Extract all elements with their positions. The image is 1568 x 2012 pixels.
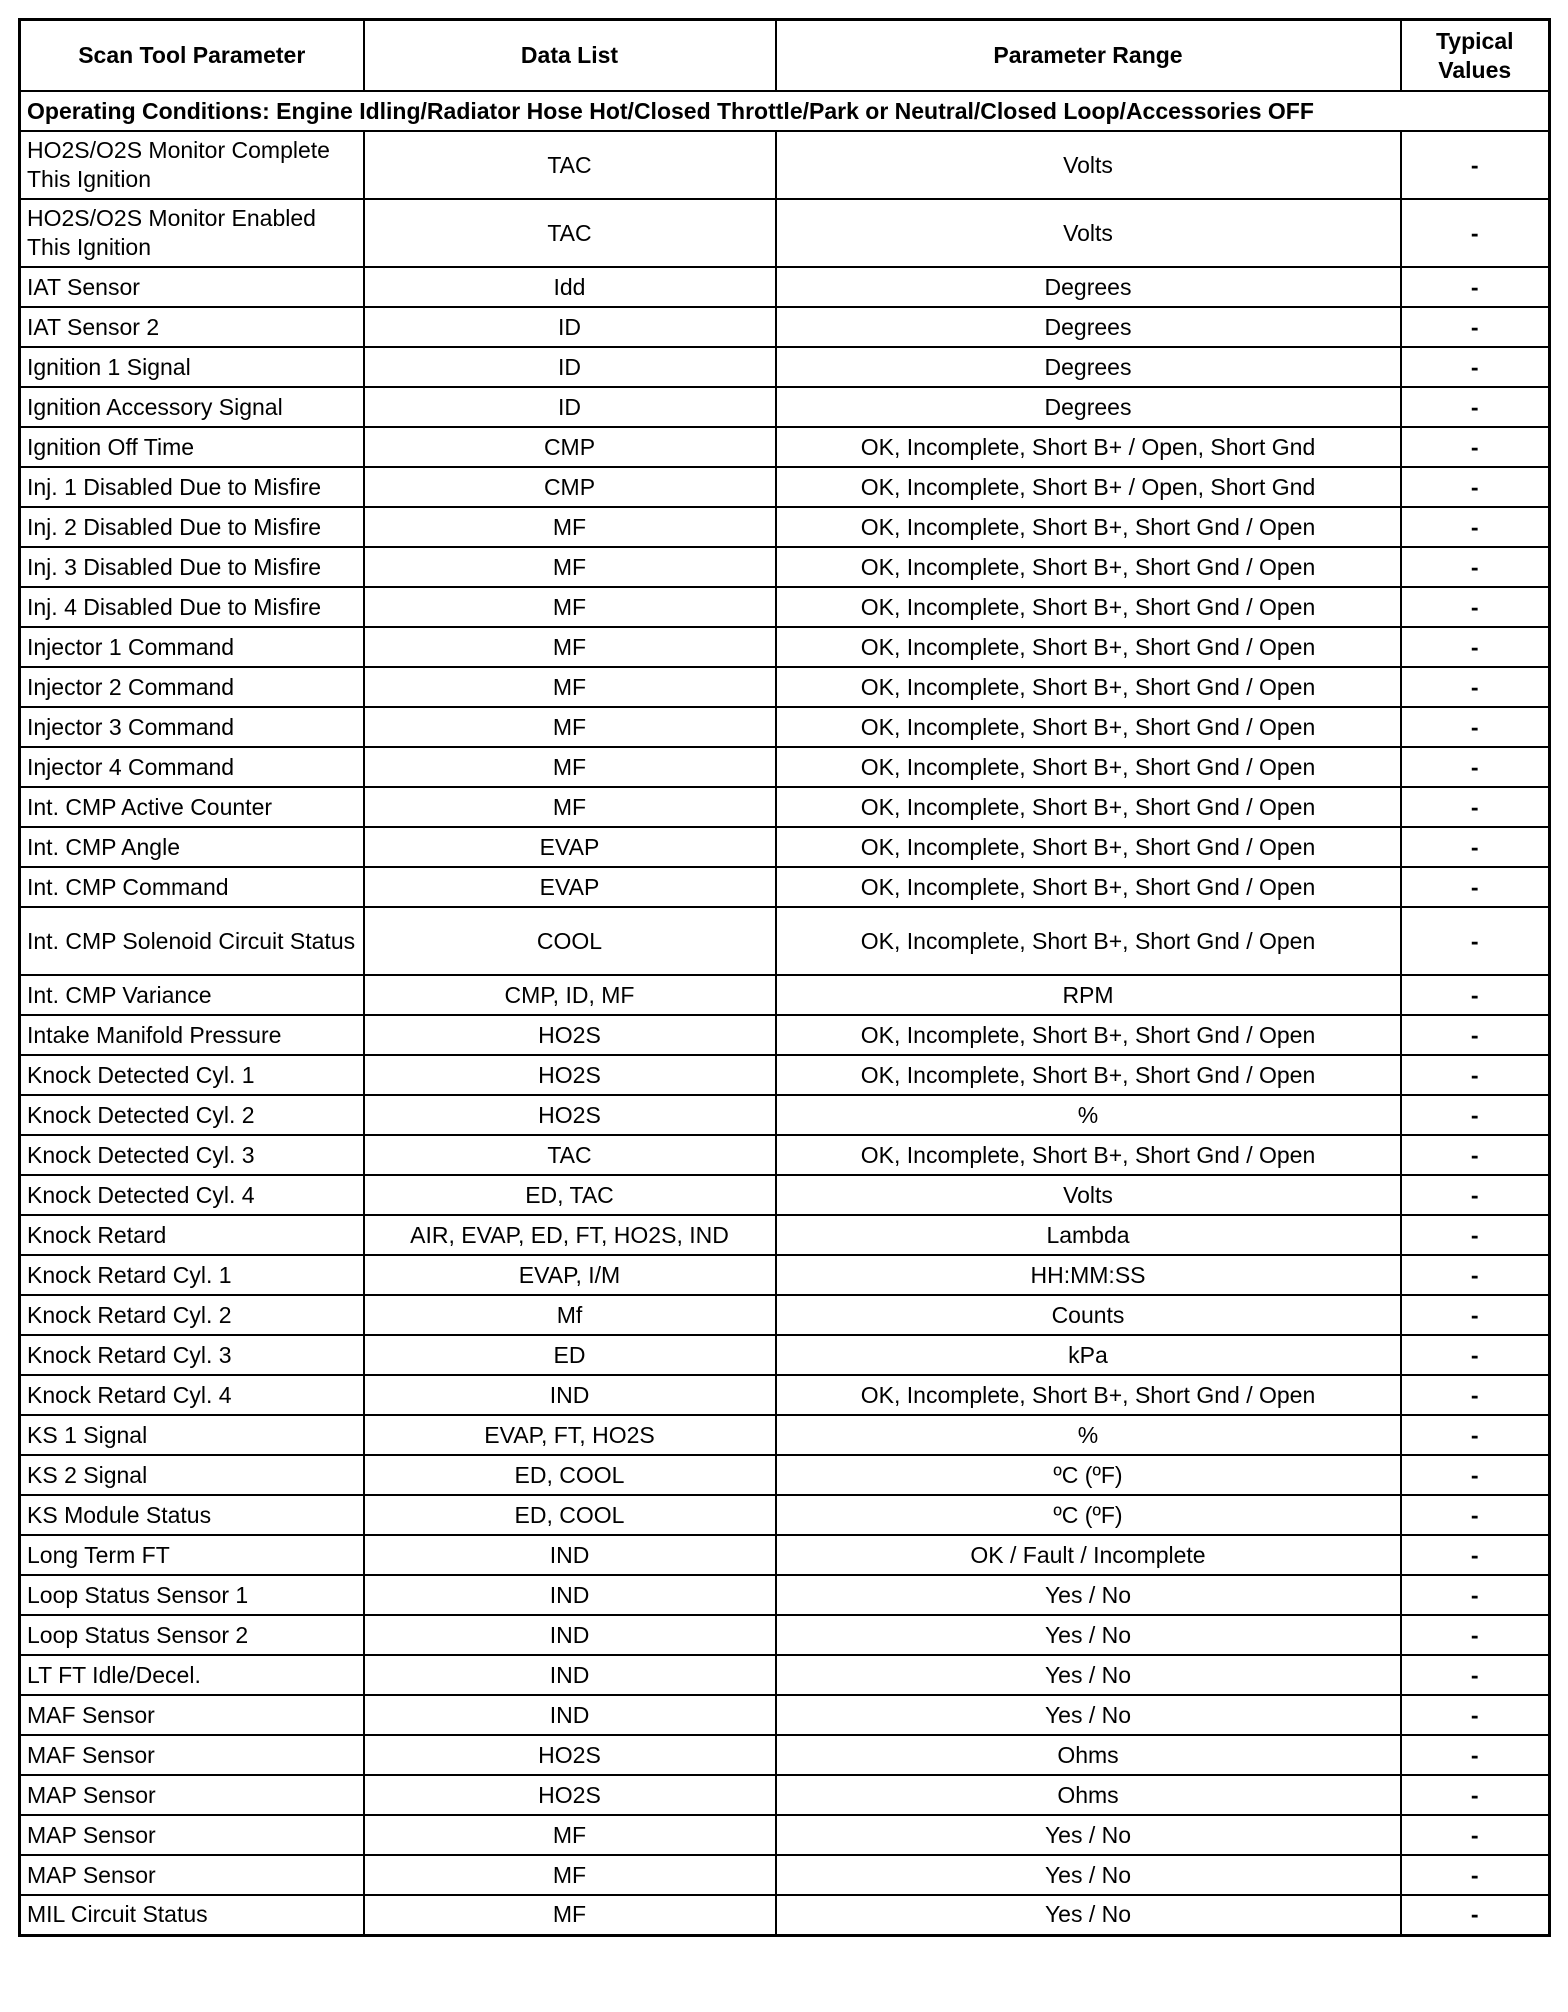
parameter-cell: KS 1 Signal [20,1415,364,1455]
data-list-cell: CMP [364,427,776,467]
table-row [20,1295,1550,1335]
table-row [20,1895,1550,1935]
typical-value-cell: - [1401,975,1550,1015]
table-row [20,199,1550,267]
typical-value-cell: - [1401,267,1550,307]
data-list-cell: ID [364,307,776,347]
data-list-cell: IND [364,1695,776,1735]
typical-value-cell: - [1401,1575,1550,1615]
typical-value-cell: - [1401,1815,1550,1855]
typical-value-cell: - [1401,1335,1550,1375]
parameter-range-cell: Ohms [776,1735,1401,1775]
parameter-range-cell: Yes / No [776,1855,1401,1895]
typical-value-cell: - [1401,787,1550,827]
parameter-range-cell: OK / Fault / Incomplete [776,1535,1401,1575]
parameter-cell: Knock Detected Cyl. 2 [20,1095,364,1135]
table-row [20,267,1550,307]
table-row [20,1415,1550,1455]
table-row [20,387,1550,427]
typical-value-cell: - [1401,1055,1550,1095]
table-row [20,1255,1550,1295]
typical-value-cell: - [1401,199,1550,267]
typical-value-cell: - [1401,827,1550,867]
parameter-cell: Knock Detected Cyl. 1 [20,1055,364,1095]
table-row [20,1495,1550,1535]
data-list-cell: HO2S [364,1055,776,1095]
data-list-cell: TAC [364,199,776,267]
data-list-cell: MF [364,627,776,667]
parameter-cell: HO2S/O2S Monitor Enabled This Ignition [20,199,364,267]
data-list-cell: HO2S [364,1735,776,1775]
parameter-range-cell: ºC (ºF) [776,1495,1401,1535]
typical-value-cell: - [1401,1415,1550,1455]
table-row [20,1855,1550,1895]
parameter-cell: Inj. 2 Disabled Due to Misfire [20,507,364,547]
parameter-range-cell: OK, Incomplete, Short B+, Short Gnd / Open [776,627,1401,667]
parameter-cell: Inj. 3 Disabled Due to Misfire [20,547,364,587]
parameter-cell: Injector 4 Command [20,747,364,787]
parameter-cell: Int. CMP Active Counter [20,787,364,827]
table-row [20,1575,1550,1615]
parameter-range-cell: Counts [776,1295,1401,1335]
typical-value-cell: - [1401,1895,1550,1935]
parameter-range-cell: RPM [776,975,1401,1015]
parameter-range-cell: Volts [776,199,1401,267]
data-list-cell: HO2S [364,1775,776,1815]
typical-value-cell: - [1401,1615,1550,1655]
data-list-cell: COOL [364,907,776,975]
parameter-range-cell: ºC (ºF) [776,1455,1401,1495]
parameter-range-cell: OK, Incomplete, Short B+, Short Gnd / Open [776,707,1401,747]
typical-value-cell: - [1401,467,1550,507]
data-list-cell: AIR, EVAP, ED, FT, HO2S, IND [364,1215,776,1255]
parameter-range-cell: Degrees [776,387,1401,427]
parameter-range-cell: OK, Incomplete, Short B+, Short Gnd / Open [776,907,1401,975]
parameter-cell: Ignition 1 Signal [20,347,364,387]
data-list-cell: MF [364,1855,776,1895]
table-row [20,707,1550,747]
typical-value-cell: - [1401,1495,1550,1535]
data-list-cell: EVAP, FT, HO2S [364,1415,776,1455]
header-typical-values: Typical Values [1401,20,1550,92]
data-list-cell: HO2S [364,1095,776,1135]
parameter-cell: Knock Retard Cyl. 4 [20,1375,364,1415]
table-row [20,1615,1550,1655]
parameter-cell: Knock Retard [20,1215,364,1255]
typical-value-cell: - [1401,1375,1550,1415]
table-row [20,627,1550,667]
parameter-cell: IAT Sensor [20,267,364,307]
data-list-cell: ED, COOL [364,1495,776,1535]
data-list-cell: EVAP, I/M [364,1255,776,1295]
parameter-range-cell: OK, Incomplete, Short B+, Short Gnd / Open [776,747,1401,787]
parameter-range-cell: Yes / No [776,1655,1401,1695]
parameter-range-cell: % [776,1415,1401,1455]
data-list-cell: ED, COOL [364,1455,776,1495]
parameter-range-cell: Degrees [776,307,1401,347]
table-row [20,347,1550,387]
parameter-cell: MAF Sensor [20,1735,364,1775]
data-list-cell: ID [364,387,776,427]
parameter-cell: Injector 3 Command [20,707,364,747]
parameter-range-cell: Yes / No [776,1895,1401,1935]
data-list-cell: IND [364,1575,776,1615]
typical-value-cell: - [1401,1735,1550,1775]
table-row [20,867,1550,907]
data-list-cell: CMP, ID, MF [364,975,776,1015]
parameter-range-cell: Degrees [776,347,1401,387]
data-list-cell: ED, TAC [364,1175,776,1215]
data-list-cell: HO2S [364,1015,776,1055]
table-row [20,1775,1550,1815]
operating-conditions: Operating Conditions: Engine Idling/Radiator Hose Hot/Closed Throttle/Park or Neutral/Closed Loop/Accessories OFF [20,91,1550,131]
table-row [20,467,1550,507]
parameter-range-cell: OK, Incomplete, Short B+, Short Gnd / Open [776,587,1401,627]
parameter-range-cell: Degrees [776,267,1401,307]
data-list-cell: IND [364,1535,776,1575]
data-list-cell: TAC [364,1135,776,1175]
parameter-cell: Int. CMP Command [20,867,364,907]
data-list-cell: Mf [364,1295,776,1335]
table-row [20,827,1550,867]
parameter-range-cell: OK, Incomplete, Short B+ / Open, Short Gnd [776,467,1401,507]
parameter-cell: MAF Sensor [20,1695,364,1735]
table-row [20,1655,1550,1695]
data-list-cell: ID [364,347,776,387]
table-row [20,975,1550,1015]
typical-value-cell: - [1401,1535,1550,1575]
parameter-range-cell: OK, Incomplete, Short B+, Short Gnd / Open [776,1375,1401,1415]
data-list-cell: IND [364,1375,776,1415]
data-list-cell: MF [364,747,776,787]
data-list-cell: IND [364,1655,776,1695]
table-row [20,131,1550,199]
data-list-cell: MF [364,507,776,547]
table-row [20,1375,1550,1415]
table-row [20,1015,1550,1055]
table-row [20,787,1550,827]
typical-value-cell: - [1401,747,1550,787]
typical-value-cell: - [1401,707,1550,747]
parameter-range-cell: Yes / No [776,1615,1401,1655]
parameter-range-cell: Yes / No [776,1695,1401,1735]
typical-value-cell: - [1401,1095,1550,1135]
parameter-cell: Knock Detected Cyl. 4 [20,1175,364,1215]
table-row [20,907,1550,975]
parameter-cell: Injector 1 Command [20,627,364,667]
parameter-cell: Knock Retard Cyl. 3 [20,1335,364,1375]
header-parameter-range: Parameter Range [776,20,1401,92]
table-row [20,1455,1550,1495]
typical-value-cell: - [1401,427,1550,467]
typical-value-cell: - [1401,1455,1550,1495]
parameter-cell: KS Module Status [20,1495,364,1535]
parameter-cell: Inj. 1 Disabled Due to Misfire [20,467,364,507]
table-row [20,1535,1550,1575]
parameter-cell: Knock Retard Cyl. 2 [20,1295,364,1335]
typical-value-cell: - [1401,907,1550,975]
parameter-range-cell: Volts [776,1175,1401,1215]
typical-value-cell: - [1401,867,1550,907]
typical-value-cell: - [1401,1855,1550,1895]
typical-value-cell: - [1401,1695,1550,1735]
typical-value-cell: - [1401,1135,1550,1175]
parameter-cell: IAT Sensor 2 [20,307,364,347]
parameter-range-cell: Lambda [776,1215,1401,1255]
data-list-cell: CMP [364,467,776,507]
table-row [20,587,1550,627]
parameter-cell: HO2S/O2S Monitor Complete This Ignition [20,131,364,199]
table-row [20,1215,1550,1255]
parameter-range-cell: Yes / No [776,1575,1401,1615]
typical-value-cell: - [1401,1775,1550,1815]
data-list-cell: EVAP [364,827,776,867]
parameter-range-cell: Volts [776,131,1401,199]
parameter-cell: Long Term FT [20,1535,364,1575]
typical-value-cell: - [1401,307,1550,347]
table-row [20,1695,1550,1735]
table-row [20,1175,1550,1215]
parameter-range-cell: OK, Incomplete, Short B+, Short Gnd / Open [776,547,1401,587]
data-list-cell: MF [364,707,776,747]
typical-value-cell: - [1401,1655,1550,1695]
parameter-range-cell: OK, Incomplete, Short B+, Short Gnd / Open [776,787,1401,827]
table-row [20,1095,1550,1135]
table-row [20,1815,1550,1855]
table-row [20,747,1550,787]
parameter-cell: Knock Retard Cyl. 1 [20,1255,364,1295]
parameter-cell: LT FT Idle/Decel. [20,1655,364,1695]
parameter-range-cell: OK, Incomplete, Short B+, Short Gnd / Open [776,1055,1401,1095]
parameter-range-cell: OK, Incomplete, Short B+ / Open, Short Gnd [776,427,1401,467]
header-scan-tool-parameter: Scan Tool Parameter [20,20,364,92]
parameter-cell: Ignition Accessory Signal [20,387,364,427]
typical-value-cell: - [1401,387,1550,427]
parameter-range-cell: OK, Incomplete, Short B+, Short Gnd / Open [776,1015,1401,1055]
parameter-range-cell: % [776,1095,1401,1135]
typical-value-cell: - [1401,347,1550,387]
parameter-range-cell: OK, Incomplete, Short B+, Short Gnd / Open [776,1135,1401,1175]
table-row [20,1135,1550,1175]
parameter-cell: MAP Sensor [20,1775,364,1815]
table-row [20,667,1550,707]
parameter-cell: MAP Sensor [20,1815,364,1855]
typical-value-cell: - [1401,547,1550,587]
typical-value-cell: - [1401,1295,1550,1335]
parameter-range-cell: kPa [776,1335,1401,1375]
parameter-cell: Knock Detected Cyl. 3 [20,1135,364,1175]
table-row [20,427,1550,467]
parameter-cell: Int. CMP Angle [20,827,364,867]
parameter-cell: Injector 2 Command [20,667,364,707]
typical-value-cell: - [1401,627,1550,667]
parameter-cell: MAP Sensor [20,1855,364,1895]
parameter-cell: KS 2 Signal [20,1455,364,1495]
table-row [20,547,1550,587]
typical-value-cell: - [1401,1255,1550,1295]
typical-value-cell: - [1401,1175,1550,1215]
data-list-cell: MF [364,587,776,627]
table-row [20,307,1550,347]
parameter-range-cell: OK, Incomplete, Short B+, Short Gnd / Open [776,867,1401,907]
parameter-range-cell: HH:MM:SS [776,1255,1401,1295]
typical-value-cell: - [1401,667,1550,707]
parameter-cell: Loop Status Sensor 1 [20,1575,364,1615]
data-list-cell: MF [364,667,776,707]
typical-value-cell: - [1401,1015,1550,1055]
data-list-cell: IND [364,1615,776,1655]
data-list-cell: TAC [364,131,776,199]
operating-conditions-row [20,91,1550,131]
table-row [20,1735,1550,1775]
table-row [20,1055,1550,1095]
typical-value-cell: - [1401,587,1550,627]
parameter-range-cell: OK, Incomplete, Short B+, Short Gnd / Open [776,507,1401,547]
parameter-cell: Intake Manifold Pressure [20,1015,364,1055]
header-data-list: Data List [364,20,776,92]
parameter-range-cell: OK, Incomplete, Short B+, Short Gnd / Open [776,667,1401,707]
parameter-cell: Inj. 4 Disabled Due to Misfire [20,587,364,627]
scan-tool-parameter-table [18,18,1551,1937]
parameter-range-cell: Ohms [776,1775,1401,1815]
parameter-cell: Int. CMP Solenoid Circuit Status [20,907,364,975]
parameter-range-cell: Yes / No [776,1815,1401,1855]
data-list-cell: EVAP [364,867,776,907]
parameter-cell: Loop Status Sensor 2 [20,1615,364,1655]
data-list-cell: ED [364,1335,776,1375]
typical-value-cell: - [1401,507,1550,547]
typical-value-cell: - [1401,1215,1550,1255]
parameter-cell: Ignition Off Time [20,427,364,467]
table-row [20,1335,1550,1375]
data-list-cell: MF [364,547,776,587]
data-list-cell: MF [364,1895,776,1935]
header-row [20,20,1550,92]
table-row [20,507,1550,547]
parameter-cell: Int. CMP Variance [20,975,364,1015]
data-list-cell: MF [364,787,776,827]
data-list-cell: Idd [364,267,776,307]
data-list-cell: MF [364,1815,776,1855]
parameter-cell: MIL Circuit Status [20,1895,364,1935]
parameter-range-cell: OK, Incomplete, Short B+, Short Gnd / Open [776,827,1401,867]
typical-value-cell: - [1401,131,1550,199]
